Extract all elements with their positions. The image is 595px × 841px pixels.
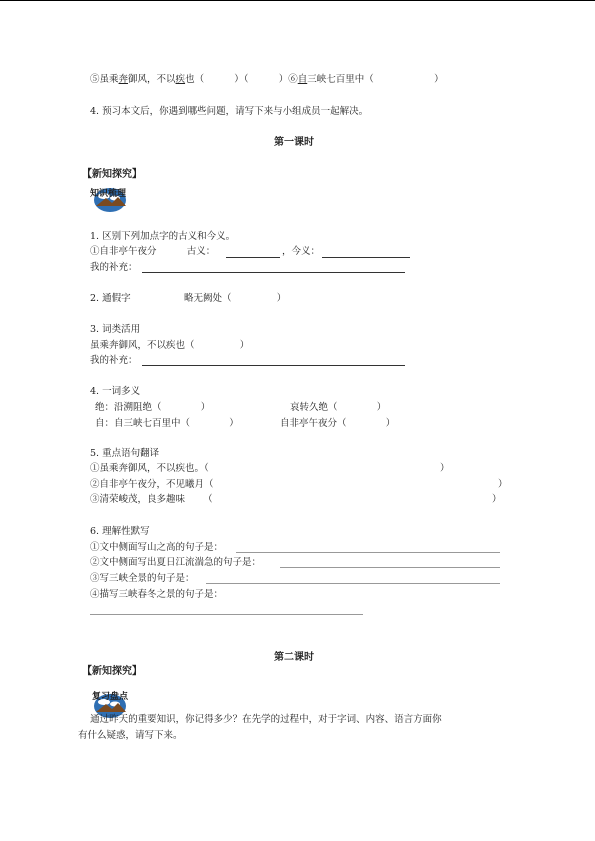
- q5-item-c-close: ）: [492, 494, 502, 505]
- review-icon-label: 复习盘点: [92, 692, 129, 702]
- q6-title: 6. 理解性默写: [90, 526, 150, 537]
- lesson1-title: 第一课时: [274, 137, 314, 148]
- q2-item: 略无阙处（ ）: [184, 293, 287, 304]
- knowledge-icon-label: 知识梳理: [90, 189, 127, 199]
- q5-item-b-close: ）: [498, 479, 508, 490]
- q6-item-c: ③写三峡全景的句子是：: [90, 573, 195, 584]
- lesson2-paragraph-line1: 通过昨天的重要知识，你记得多少？在先学的过程中，对于字词、内容、语言方面你: [78, 714, 442, 725]
- q4-item-c: 自：自三峡七百里中（ ）: [95, 418, 239, 429]
- q5-item-c: ③清荣峻茂，良多趣味 （: [90, 494, 213, 505]
- lesson2-paragraph-line2: 有什么疑惑，请写下来。: [78, 730, 183, 741]
- q1-title: 1. 区别下列加点字的古义和今义。: [90, 231, 236, 242]
- q1-line: ①自非亭午夜分 古义：: [90, 246, 216, 257]
- q3-supplement-label: 我的补充：: [90, 355, 138, 366]
- q6-item-c-blank[interactable]: [206, 583, 500, 584]
- lesson2-title: 第二课时: [274, 652, 314, 663]
- q1-modern-blank[interactable]: [322, 257, 410, 258]
- q1-supplement-label: 我的补充：: [90, 262, 138, 273]
- q4-item-b: 哀转久绝（ ）: [290, 402, 387, 413]
- q5-item-a: ①虽乘奔御风，不以疾也。（: [90, 463, 209, 474]
- q6-item-d: ④描写三峡春冬之景的句子是：: [90, 589, 224, 600]
- q5-item-b: ②自非亭午夜分，不见曦月（: [90, 479, 214, 490]
- q2-title: 2. 通假字: [90, 293, 131, 304]
- q1-ancient-blank[interactable]: [226, 257, 280, 258]
- q1-supplement-blank[interactable]: [142, 272, 405, 273]
- q1-modern-label: ，今义：: [282, 246, 321, 257]
- q5-title: 5. 重点语句翻译: [90, 448, 160, 459]
- q6-item-b-blank[interactable]: [280, 567, 500, 568]
- page-top-border: [0, 0, 595, 1]
- top-line-1: ⑤虽乘奔御风，不以疾也（ ）（ ）⑥自三峡七百里中（ ）: [90, 74, 444, 85]
- q3-supplement-blank[interactable]: [142, 365, 405, 366]
- q6-item-b: ②文中侧面写出夏日江流湍急的句子是：: [90, 557, 262, 568]
- q6-item-a-blank[interactable]: [236, 552, 500, 553]
- q4-item-d: 自非亭午夜分（ ）: [280, 418, 396, 429]
- top-line-2: 4. 预习本文后，你遇到哪些问题，请写下来与小组成员一起解决。: [90, 106, 369, 117]
- lesson1-section-heading: 【新知探究】: [82, 169, 142, 180]
- q4-title: 4. 一词多义: [90, 386, 141, 397]
- q6-item-d-blank[interactable]: [90, 614, 363, 615]
- q5-item-a-close: ）: [440, 463, 450, 474]
- q6-item-a: ①文中侧面写山之高的句子是：: [90, 542, 224, 553]
- q4-item-a: 绝：沿溯阻绝（ ）: [95, 402, 211, 413]
- lesson2-section-heading: 【新知探究】: [82, 666, 142, 677]
- q3-item: 虽乘奔御风，不以疾也（ ）: [90, 340, 250, 351]
- q3-title: 3. 词类活用: [90, 324, 141, 335]
